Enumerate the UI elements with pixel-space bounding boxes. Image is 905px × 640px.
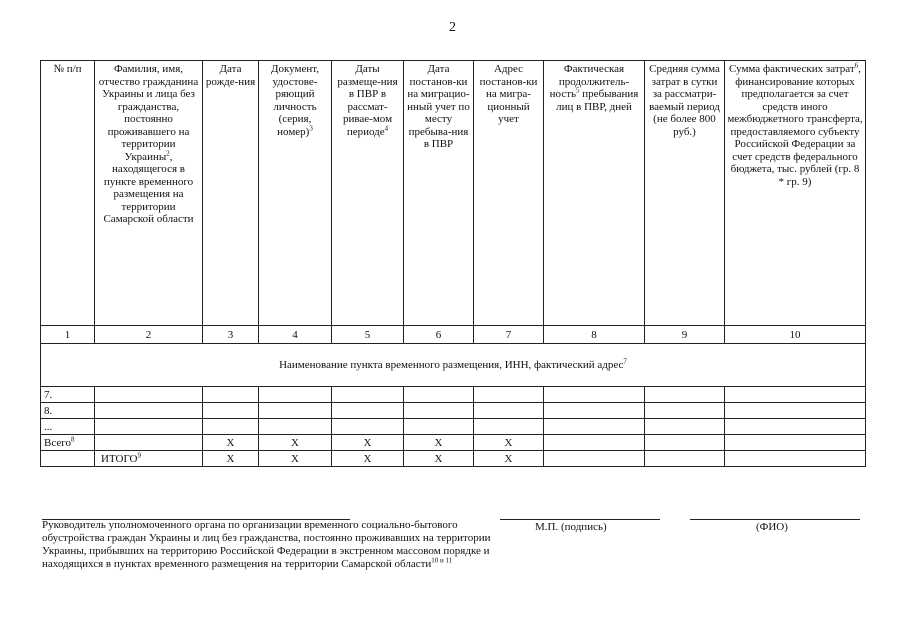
grand-total-label: ИТОГО$^9$ (95, 451, 203, 467)
header-col-6: Дата постанов-ки на миграцио-нный учет по месту пребыва-ния в ПВР (404, 61, 474, 326)
table-cell[interactable] (404, 419, 474, 435)
col-number: 4 (259, 326, 332, 344)
table-cell[interactable] (95, 435, 203, 451)
col-number: 3 (203, 326, 259, 344)
header-col-8: Фактическая продолжитель-ность$^5$ пребывания лиц в ПВР, дней (544, 61, 645, 326)
table-cell[interactable] (332, 387, 404, 403)
header-col-4: Документ, удостове-ряющий личность (серия, номер)$^3$ (259, 61, 332, 326)
header-col-5: Даты размеще-ния в ПВР в рассмат-ривае-мом периоде$^4$ (332, 61, 404, 326)
table-cell[interactable] (645, 419, 725, 435)
row-number: ... (41, 419, 95, 435)
header-row (41, 61, 866, 326)
table-cell[interactable] (332, 403, 404, 419)
page-number: 2 (449, 20, 456, 35)
x-mark: Х (404, 451, 474, 467)
table-cell[interactable] (474, 403, 544, 419)
table-cell[interactable] (95, 419, 203, 435)
col-number: 2 (95, 326, 203, 344)
x-mark: Х (259, 451, 332, 467)
header-col-2: Фамилия, имя, отчество гражданина Украины и лица без гражданства, постоянно проживавшего на территории Украины$^2$, находящегося в пункте временного размещения на территории Самарской области (95, 61, 203, 326)
table-cell[interactable] (95, 403, 203, 419)
table-cell[interactable] (725, 435, 866, 451)
table-row (41, 419, 866, 435)
header-col-10: Сумма фактических затрат$^6$, финансирование которых предполагается за счет средств иного межбюджетного трансферта, предоставляемого субъекту Российской Федерации за счет средств федерального бюджета, тыс. рублей (гр. 8 * гр. 9) (725, 61, 866, 326)
table-cell[interactable] (332, 419, 404, 435)
table-cell[interactable] (544, 435, 645, 451)
org-head-text: Руководитель уполномоченного органа по организации временного социально-бытового обустройства граждан Украины и лиц без гражданства, постоянно проживавших на территории Украины, прибывших на территорию Российской Федерации в экстренном массовом порядке и находящихся в пунктах временного размещения на территории Самарской области$^{10 и 11}$ (42, 519, 491, 570)
column-number-row (41, 326, 866, 344)
col-number: 5 (332, 326, 404, 344)
table-cell[interactable] (259, 419, 332, 435)
row-number: 7. (41, 387, 95, 403)
col-number: 9 (645, 326, 725, 344)
table-cell (41, 451, 95, 467)
table-cell[interactable] (725, 451, 866, 467)
section-title: Наименование пункта временного размещения, ИНН, фактический адрес$^7$ (41, 344, 866, 387)
report-table (40, 60, 866, 467)
grand-total-row (41, 451, 866, 467)
x-mark: Х (203, 435, 259, 451)
total-row (41, 435, 866, 451)
table-cell[interactable] (645, 403, 725, 419)
table-cell[interactable] (404, 387, 474, 403)
table-cell[interactable] (544, 451, 645, 467)
fio-label: (ФИО) (756, 521, 788, 533)
col-number: 6 (404, 326, 474, 344)
table-cell[interactable] (725, 403, 866, 419)
x-mark: Х (203, 451, 259, 467)
col-number: 10 (725, 326, 866, 344)
table-cell[interactable] (645, 387, 725, 403)
x-mark: Х (404, 435, 474, 451)
header-col-3: Дата рожде-ния (203, 61, 259, 326)
header-col-1: № п/п (41, 61, 95, 326)
table-cell[interactable] (645, 451, 725, 467)
col-number: 1 (41, 326, 95, 344)
table-cell[interactable] (544, 387, 645, 403)
table-cell[interactable] (474, 387, 544, 403)
signature-line-fio (690, 519, 860, 520)
row-number: 8. (41, 403, 95, 419)
table-cell[interactable] (645, 435, 725, 451)
section-row (41, 344, 866, 387)
col-number: 7 (474, 326, 544, 344)
signature-line-mp (500, 519, 660, 520)
table-cell[interactable] (404, 403, 474, 419)
total-label: Всего$^8$ (41, 435, 95, 451)
table-cell[interactable] (95, 387, 203, 403)
table-row (41, 403, 866, 419)
table-row (41, 387, 866, 403)
header-col-7: Адрес постанов-ки на мигра-ционный учет (474, 61, 544, 326)
table-cell[interactable] (474, 419, 544, 435)
table-cell[interactable] (544, 403, 645, 419)
table-cell[interactable] (725, 419, 866, 435)
header-col-9: Средняя сумма затрат в сутки за рассматри-ваемый период (не более 800 руб.) (645, 61, 725, 326)
table-cell[interactable] (259, 403, 332, 419)
table-cell[interactable] (203, 419, 259, 435)
x-mark: Х (259, 435, 332, 451)
col-number: 8 (544, 326, 645, 344)
x-mark: Х (474, 451, 544, 467)
table-cell[interactable] (203, 403, 259, 419)
x-mark: Х (474, 435, 544, 451)
x-mark: Х (332, 451, 404, 467)
x-mark: Х (332, 435, 404, 451)
table-cell[interactable] (544, 419, 645, 435)
table-cell[interactable] (203, 387, 259, 403)
mp-signature-label: М.П. (подпись) (535, 521, 607, 533)
table-cell[interactable] (725, 387, 866, 403)
table-cell[interactable] (259, 387, 332, 403)
